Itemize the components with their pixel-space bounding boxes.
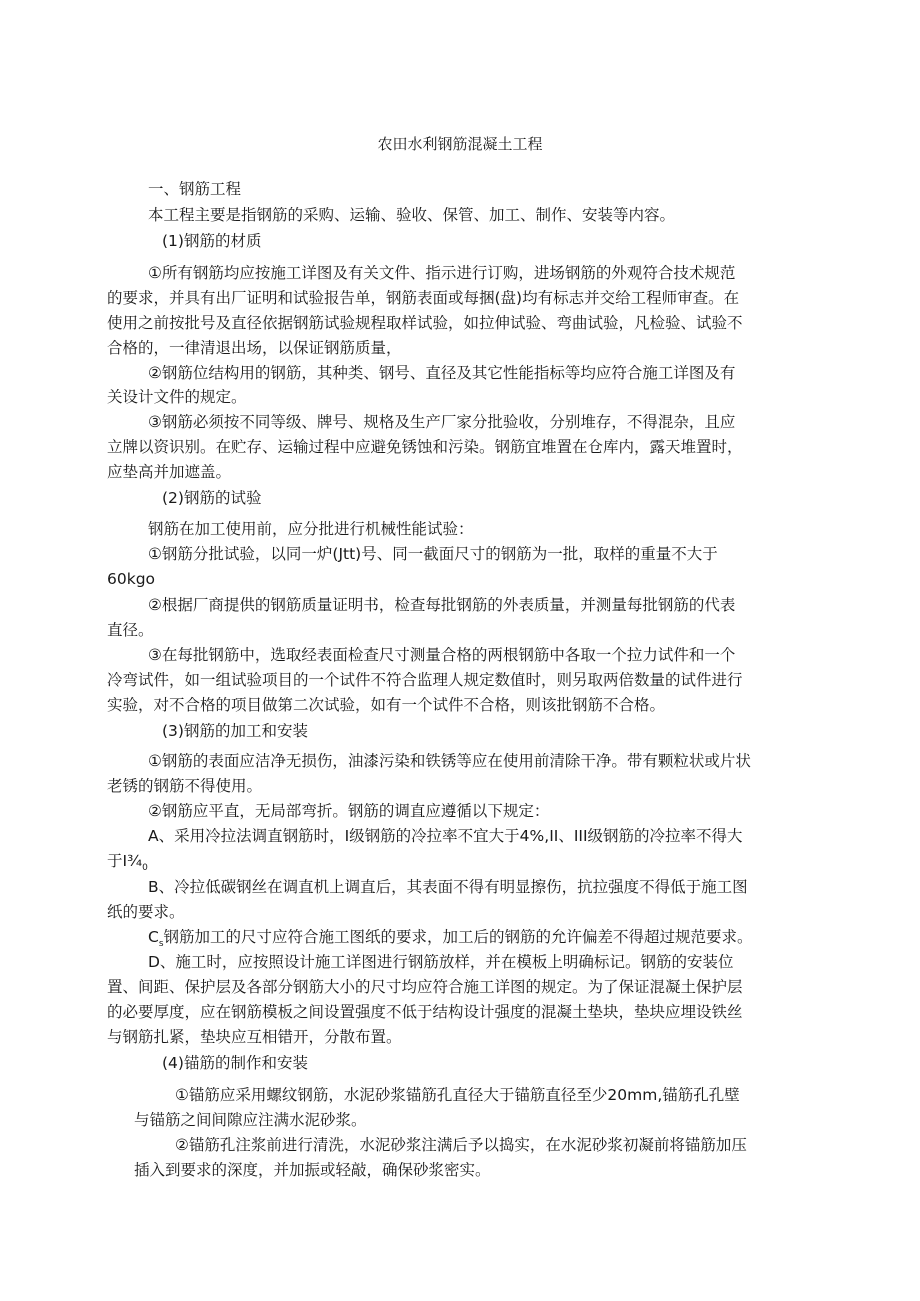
- paragraph-line: ①钢筋分批试验，以同一炉(Jtt)号、同一截面尺寸的钢筋为一批，取样的重量不大于: [148, 545, 718, 563]
- paragraph-line: 纸的要求。: [107, 903, 185, 921]
- subheading-material: (1)钢筋的材质: [162, 232, 262, 250]
- paragraph-line: ①钢筋的表面应洁净无损伤，油漆污染和铁锈等应在使用前清除干净。带有颗粒状或片状: [148, 752, 751, 770]
- subheading-processing: (3)钢筋的加工和安装: [162, 722, 308, 740]
- paragraph-text: 钢筋加工的尺寸应符合施工图纸的要求，加工后的钢筋的允许偏差不得超过规范要求。: [163, 928, 753, 946]
- paragraph-line: 实验，对不合格的项目做第二次试验，如有一个试件不合格，则该批钢筋不合格。: [107, 696, 666, 714]
- paragraph-line: 60kgo: [107, 570, 156, 588]
- subheading-anchor: (4)锚筋的制作和安装: [162, 1054, 308, 1072]
- paragraph-line: 直径。: [107, 621, 154, 639]
- paragraph-line: 的必要厚度，应在钢筋模板之间设置强度不低于结构设计强度的混凝土垫块，垫块应埋设铁丝: [107, 1003, 743, 1021]
- paragraph-line: [107, 850, 148, 879]
- paragraph-line: 使用之前按批号及直径依据钢筋试验规程取样试验，如拉伸试验、弯曲试验，凡检验、试验不: [107, 314, 743, 332]
- subscript-mark: 0: [142, 863, 148, 873]
- paragraph-line: ②锚筋孔注浆前进行清洗，水泥砂浆注满后予以捣实，在水泥砂浆初凝前将锚筋加压: [175, 1136, 747, 1154]
- paragraph-line: 冷弯试件，如一组试验项目的一个试件不符合监理人规定数值时，则另取两倍数量的试件进行: [107, 671, 743, 689]
- paragraph-line: 与锚筋之间间隙应注满水泥砂浆。: [134, 1111, 367, 1129]
- paragraph-line: 立牌以资识别。在贮存、运输过程中应避免锈蚀和污染。钢筋宜堆置在仓库内，露天堆置时，: [107, 438, 743, 456]
- paragraph-line: 应垫高并加遮盖。: [107, 463, 232, 481]
- paragraph-line: ③在每批钢筋中，选取经表面检查尺寸测量合格的两根钢筋中各取一个拉力试件和一个: [148, 646, 736, 664]
- paragraph-line: 置、间距、保护层及各部分钢筋大小的尺寸均应符合施工详图的规定。为了保证混凝土保护层: [107, 978, 743, 996]
- paragraph-line: 钢筋在加工使用前，应分批进行机械性能试验：: [148, 520, 474, 538]
- document-title: 农田水利钢筋混凝土工程: [377, 135, 543, 153]
- paragraph-line: 的要求，并具有出厂证明和试验报告单，钢筋表面或每捆(盘)均有标志并交给工程师审查。在: [107, 289, 740, 307]
- paragraph-line: ②根据厂商提供的钢筋质量证明书，检查每批钢筋的外表质量，并测量每批钢筋的代表: [148, 596, 736, 614]
- subscript-mark: s: [158, 939, 164, 949]
- paragraph-line: 关设计文件的规定。: [107, 388, 247, 406]
- paragraph-text: 于I¾: [107, 852, 143, 870]
- paragraph-line: ①所有钢筋均应按施工详图及有关文件、指示进行订购，进场钢筋的外观符合技术规范: [148, 264, 736, 282]
- paragraph-line: D、施工时，应按照设计施工详图进行钢筋放样，并在模板上明确标记。钢筋的安装位: [148, 953, 734, 971]
- item-letter: C: [148, 928, 159, 946]
- paragraph-line: B、冷拉低碳钢丝在调直机上调直后，其表面不得有明显擦伤，抗拉强度不得低于施工图: [148, 878, 748, 896]
- paragraph-line: 本工程主要是指钢筋的采购、运输、验收、保管、加工、制作、安装等内容。: [148, 206, 676, 224]
- paragraph-line: A、采用冷拉法调直钢筋时，I级钢筋的冷拉率不宜大于4%,II、III级钢筋的冷拉率不得大: [148, 827, 743, 845]
- paragraph-line: 与钢筋扎紧，垫块应互相错开，分散布置。: [107, 1028, 402, 1046]
- subheading-testing: (2)钢筋的试验: [162, 489, 262, 507]
- paragraph-line: ①锚筋应采用螺纹钢筋，水泥砂浆锚筋孔直径大于锚筋直径至少20mm,锚筋孔孔壁: [175, 1086, 740, 1104]
- paragraph-line: 老锈的钢筋不得使用。: [107, 777, 263, 795]
- paragraph-line: 插入到要求的深度，并加振或轻敲，确保砂浆密实。: [134, 1161, 491, 1179]
- paragraph-line: ②钢筋位结构用的钢筋，其种类、钢号、直径及其它性能指标等均应符合施工详图及有: [148, 364, 736, 382]
- paragraph-line: ②钢筋应平直，无局部弯折。钢筋的调直应遵循以下规定：: [148, 802, 550, 820]
- heading-section-1: 一、钢筋工程: [148, 180, 242, 198]
- paragraph-line: 合格的，一律清退出场，以保证钢筋质量，: [107, 339, 402, 357]
- paragraph-line: ③钢筋必须按不同等级、牌号、规格及生产厂家分批验收，分别堆存，不得混杂，且应: [148, 413, 736, 431]
